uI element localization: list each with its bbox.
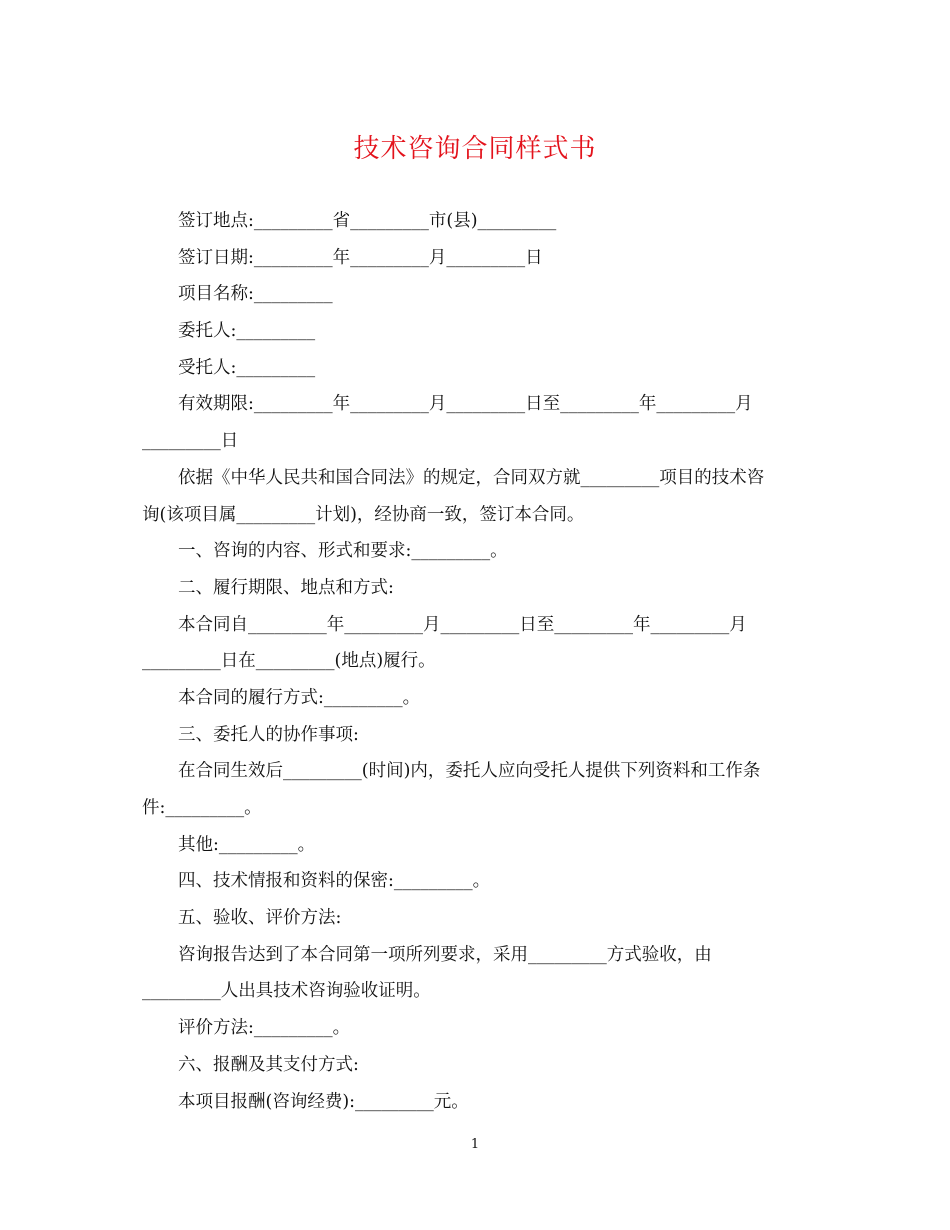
validity-period-line-continued: _________日 (142, 431, 239, 452)
cooperation-line-continued: 件:_________。 (142, 798, 262, 818)
document-title: 技术咨询合同样式书 (353, 134, 597, 164)
section-4-heading: 四、技术情报和资料的保密:_________。 (178, 871, 491, 892)
remuneration-line: 本项目报酬(咨询经费):_________元。 (178, 1091, 469, 1112)
document-body (142, 203, 808, 1120)
performance-method-line: 本合同的履行方式:_________。 (178, 687, 421, 708)
section-1-heading: 一、咨询的内容、形式和要求:_________。 (178, 541, 508, 562)
preamble-line-continued: 询(该项目属_________计划)，经协商一致，签订本合同。 (142, 504, 585, 525)
acceptance-line-continued: _________人出具技术咨询验收证明。 (142, 981, 431, 1002)
signing-place-line: 签订地点:_________省_________市(县)_________ (178, 211, 557, 231)
preamble-line: 依据《中华人民共和国合同法》的规定，合同双方就_________项目的技术咨 (178, 467, 765, 488)
cooperation-line: 在合同生效后_________(时间)内，委托人应向受托人提供下列资料和工作条 (178, 761, 761, 782)
section-5-heading: 五、验收、评价方法: (178, 908, 342, 929)
section-2-heading: 二、履行期限、地点和方式: (178, 577, 394, 598)
other-line: 其他:_________。 (178, 834, 316, 855)
section-6-heading: 六、报酬及其支付方式: (178, 1054, 359, 1075)
consultant-line: 受托人:_________ (178, 357, 316, 378)
section-3-heading: 三、委托人的协作事项: (178, 724, 359, 745)
page-number: 1 (470, 1137, 480, 1152)
validity-period-line: 有效期限:_________年_________月_________日至_________年_________月 (178, 394, 753, 415)
evaluation-method-line: 评价方法:_________。 (178, 1018, 351, 1039)
project-name-line: 项目名称:_________ (178, 284, 333, 305)
signing-date-line: 签订日期:_________年_________月_________日 (178, 247, 543, 268)
performance-period-line: 本合同自_________年_________月_________日至_________年_________月 (178, 614, 747, 635)
acceptance-line: 咨询报告达到了本合同第一项所列要求，采用_________方式验收，由 (178, 944, 712, 965)
client-line: 委托人:_________ (178, 321, 316, 342)
performance-period-line-continued: _________日在_________(地点)履行。 (142, 651, 436, 672)
